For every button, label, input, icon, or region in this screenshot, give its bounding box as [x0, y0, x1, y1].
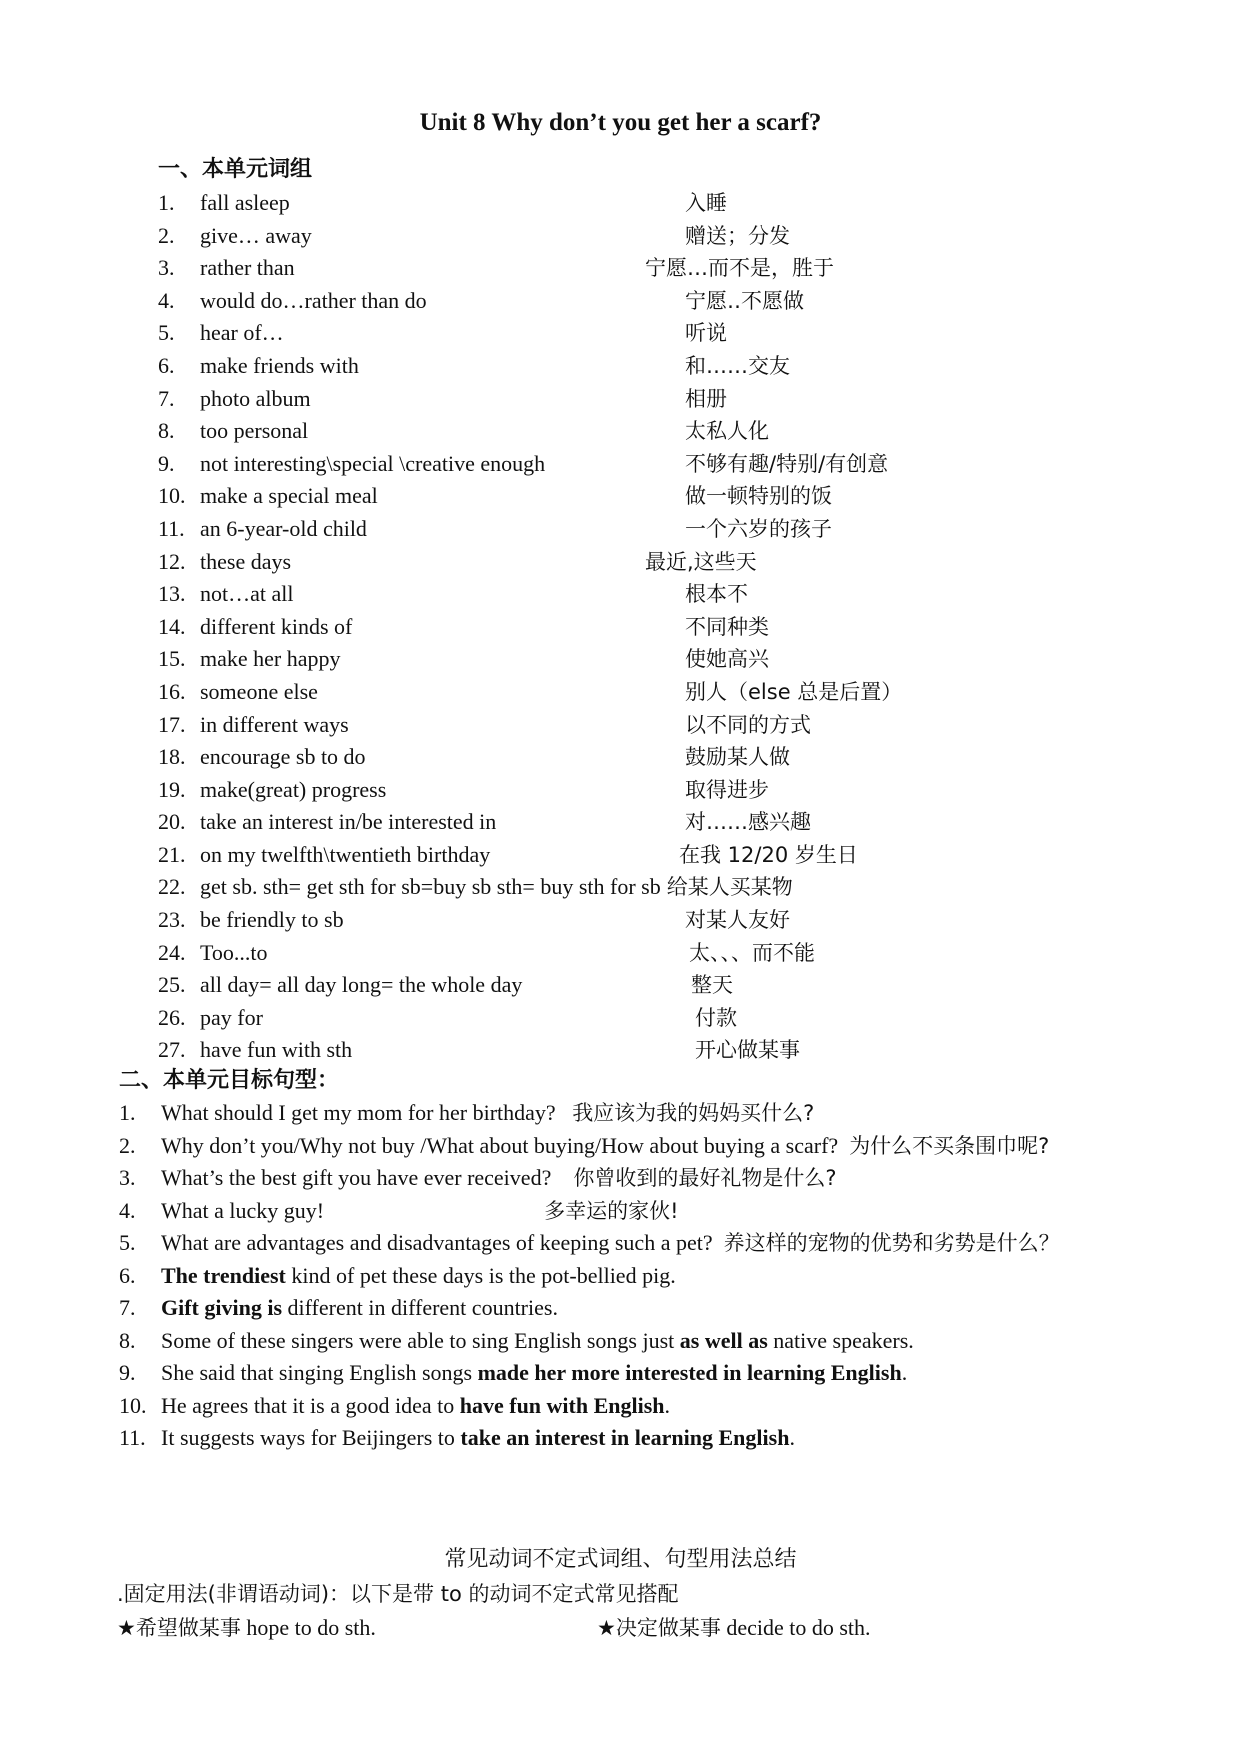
phrase-english: different kinds of	[200, 613, 353, 639]
sentence-item	[119, 1390, 1159, 1423]
phrase-english: hear of…	[200, 320, 284, 346]
phrase-chinese: 使她高兴	[685, 647, 769, 672]
phrase-chinese: 取得进步	[685, 777, 769, 802]
sentence-number: 10.	[119, 1392, 147, 1418]
phrase-number: 21.	[158, 841, 186, 867]
phrase-number: 22.	[158, 874, 186, 900]
phrase-number: 26.	[158, 1004, 186, 1030]
phrase-number: 12.	[158, 548, 186, 574]
sentence-text: kind of pet these days is the pot-bellied pig.	[285, 1262, 676, 1288]
sentence-item	[119, 1162, 1159, 1195]
phrase-number: 24.	[158, 939, 186, 965]
sentence-text: It suggests ways for Beijingers to	[161, 1425, 461, 1450]
phrase-number: 2.	[158, 222, 175, 248]
sentence-number: 11.	[119, 1425, 146, 1450]
phrase-english: pay for	[200, 1004, 263, 1030]
sentence-item	[119, 1422, 1159, 1455]
phrase-chinese: 做一顿特别的饭	[685, 484, 832, 509]
phrase-number: 3.	[158, 255, 175, 281]
sentence-number: 3.	[119, 1165, 136, 1190]
phrase-number: 27.	[158, 1037, 186, 1063]
fixed-usage-note: .固定用法(非谓语动词)：以下是带 to 的动词不定式常见搭配	[117, 1582, 679, 1606]
phrase-number: 10.	[158, 483, 186, 509]
phrase-chinese: 不够有趣/特别/有创意	[685, 451, 889, 476]
phrase-number: 7.	[158, 385, 175, 411]
sentence-item	[119, 1357, 1159, 1390]
section-heading-phrases: 一、本单元词组	[158, 156, 313, 182]
phrase-chinese: 太私人化	[685, 419, 769, 444]
sentence-item	[119, 1227, 1159, 1260]
sentence-text: .	[789, 1425, 795, 1450]
star-item-decide	[597, 1612, 871, 1644]
phrase-english: an 6-year-old child	[200, 515, 367, 541]
sentence-item	[119, 1097, 1159, 1130]
sentence-item	[119, 1260, 1159, 1293]
phrase-number: 9.	[158, 450, 175, 476]
sentence-chinese: 为什么不买条围巾呢?	[849, 1133, 1050, 1158]
phrase-chinese: 开心做某事	[695, 1038, 800, 1063]
sentence-text: What a lucky guy!	[161, 1197, 545, 1223]
phrase-number: 6.	[158, 352, 175, 378]
phrase-chinese: 赠送；分发	[685, 223, 790, 248]
phrase-chinese: 付款	[695, 1005, 737, 1030]
sentence-bold-phrase: have fun with English	[459, 1392, 665, 1418]
sentence-chinese: 养这样的宠物的优势和劣势是什么？	[723, 1231, 1060, 1255]
sentence-number: 7.	[119, 1295, 136, 1320]
sentence-number: 5.	[119, 1230, 136, 1255]
summary-title: 常见动词不定式词组、句型用法总结	[444, 1547, 797, 1572]
phrase-english: someone else	[200, 678, 318, 704]
phrase-chinese: 对某人友好	[685, 908, 790, 933]
phrase-number: 25.	[158, 972, 186, 998]
phrase-chinese: 以不同的方式	[685, 712, 811, 737]
sentence-text: He agrees that it is a good idea to	[161, 1392, 460, 1418]
sentence-chinese: 多幸运的家伙!	[544, 1198, 679, 1223]
sentence-item	[119, 1195, 1159, 1228]
phrase-chinese: 和……交友	[685, 353, 790, 378]
phrase-chinese: 最近,这些天	[645, 549, 757, 574]
phrase-english: would do…rather than do	[200, 287, 427, 313]
phrase-number: 23.	[158, 907, 186, 933]
phrase-english: fall asleep	[200, 190, 290, 215]
phrase-english: make(great) progress	[200, 776, 387, 802]
sentence-item	[119, 1325, 1159, 1358]
sentence-list	[119, 1097, 1159, 1455]
sentence-item	[119, 1130, 1159, 1163]
sentence-text: Some of these singers were able to sing English songs just	[161, 1327, 680, 1353]
phrase-chinese: 一个六岁的孩子	[685, 516, 832, 541]
phrase-english: be friendly to sb	[200, 907, 344, 933]
phrase-chinese: 鼓励某人做	[685, 745, 790, 770]
sentence-text: What should I get my mom for her birthday?	[161, 1100, 573, 1125]
sentence-text: .	[901, 1360, 908, 1385]
phrase-chinese: 不同种类	[685, 614, 769, 639]
sentence-text: Why don’t you/Why not buy /What about buying/How about buying a scarf?	[161, 1132, 850, 1158]
phrase-number: 1.	[158, 190, 175, 215]
phrase-number: 4.	[158, 287, 175, 313]
phrase-chinese: 听说	[685, 321, 727, 346]
sentence-bold-phrase: The trendiest	[161, 1262, 286, 1288]
phrase-english: on my twelfth\twentieth birthday	[200, 841, 491, 867]
sentence-text: native speakers.	[767, 1327, 914, 1353]
phrase-number: 16.	[158, 678, 186, 704]
phrase-number: 13.	[158, 581, 186, 607]
phrase-english: in different ways	[200, 711, 349, 737]
phrase-english: not interesting\special \creative enough	[200, 450, 546, 476]
phrase-chinese: 太、、、而不能	[689, 940, 815, 965]
star-item-en: hope to do sth.	[240, 1615, 376, 1640]
sentence-number: 8.	[119, 1327, 136, 1353]
phrase-chinese: 给某人买某物	[666, 875, 793, 900]
phrase-number: 15.	[158, 646, 186, 672]
phrase-number: 20.	[158, 809, 186, 835]
phrase-number: 17.	[158, 711, 186, 737]
sentence-text: different in different countries.	[282, 1295, 558, 1320]
phrase-chinese: 在我 12/20 岁生日	[679, 842, 858, 867]
phrase-chinese: 对……感兴趣	[685, 810, 811, 835]
sentence-number: 2.	[119, 1132, 136, 1158]
phrase-english: photo album	[200, 385, 311, 411]
phrase-english: these days	[200, 548, 292, 574]
sentence-chinese: 你曾收到的最好礼物是什么?	[573, 1166, 837, 1190]
phrase-english: give… away	[200, 222, 312, 248]
phrase-chinese: 别人（else 总是后置）	[685, 679, 903, 704]
phrase-chinese: 根本不	[685, 582, 748, 607]
phrase-chinese: 相册	[685, 386, 727, 411]
sentence-number: 6.	[119, 1262, 136, 1288]
section-heading-sentences: 二、本单元目标句型：	[119, 1067, 340, 1093]
sentence-number: 4.	[119, 1197, 136, 1223]
sentence-bold-phrase: take an interest in learning English	[460, 1425, 790, 1450]
phrase-english: not…at all	[200, 581, 294, 607]
sentence-number: 1.	[119, 1100, 136, 1125]
star-item-cn: ★希望做某事	[117, 1616, 241, 1640]
phrase-number: 14.	[158, 613, 186, 639]
sentence-number: 9.	[119, 1360, 136, 1385]
sentence-bold-phrase: made her more interested in learning English	[477, 1360, 902, 1385]
sentence-text: .	[664, 1392, 671, 1418]
sentence-item	[119, 1292, 1159, 1325]
phrase-number: 18.	[158, 744, 186, 770]
phrase-english: all day= all day long= the whole day	[200, 972, 523, 998]
phrase-english: get sb. sth= get sth for sb=buy sb sth= buy sth for sb 给某人买某物	[200, 874, 793, 900]
phrase-english: take an interest in/be interested in	[200, 809, 497, 835]
sentence-bold-phrase: Gift giving is	[161, 1295, 283, 1320]
phrase-english: make a special meal	[200, 483, 378, 509]
phrase-number: 8.	[158, 418, 175, 444]
phrase-chinese: 整天	[691, 973, 733, 998]
page-title: Unit 8 Why don’t you get her a scarf?	[419, 109, 822, 136]
sentence-text: What are advantages and disadvantages of keeping such a pet?	[161, 1230, 724, 1255]
phrase-english: Too...to	[200, 939, 268, 965]
star-item-cn: ★决定做某事	[597, 1616, 721, 1640]
phrase-english: make her happy	[200, 646, 341, 672]
star-item-en: decide to do sth.	[720, 1615, 871, 1640]
sentence-bold-phrase: as well as	[679, 1327, 768, 1353]
phrase-chinese: 入睡	[685, 191, 727, 215]
phrase-english: have fun with sth	[200, 1037, 353, 1063]
phrase-number: 5.	[158, 320, 175, 346]
phrase-english: rather than	[200, 255, 295, 281]
phrase-chinese: 宁愿…而不是，胜于	[645, 256, 834, 281]
phrase-chinese: 宁愿‥不愿做	[685, 288, 805, 313]
phrase-number: 19.	[158, 776, 186, 802]
phrase-english: make friends with	[200, 352, 359, 378]
phrase-number: 11.	[158, 515, 185, 541]
star-item-hope	[117, 1612, 376, 1644]
phrase-english: encourage sb to do	[200, 744, 366, 770]
sentence-text: She said that singing English songs	[161, 1360, 478, 1385]
sentence-chinese: 我应该为我的妈妈买什么?	[572, 1101, 815, 1125]
sentence-text: What’s the best gift you have ever received?	[161, 1165, 574, 1190]
phrase-english: too personal	[200, 418, 309, 444]
